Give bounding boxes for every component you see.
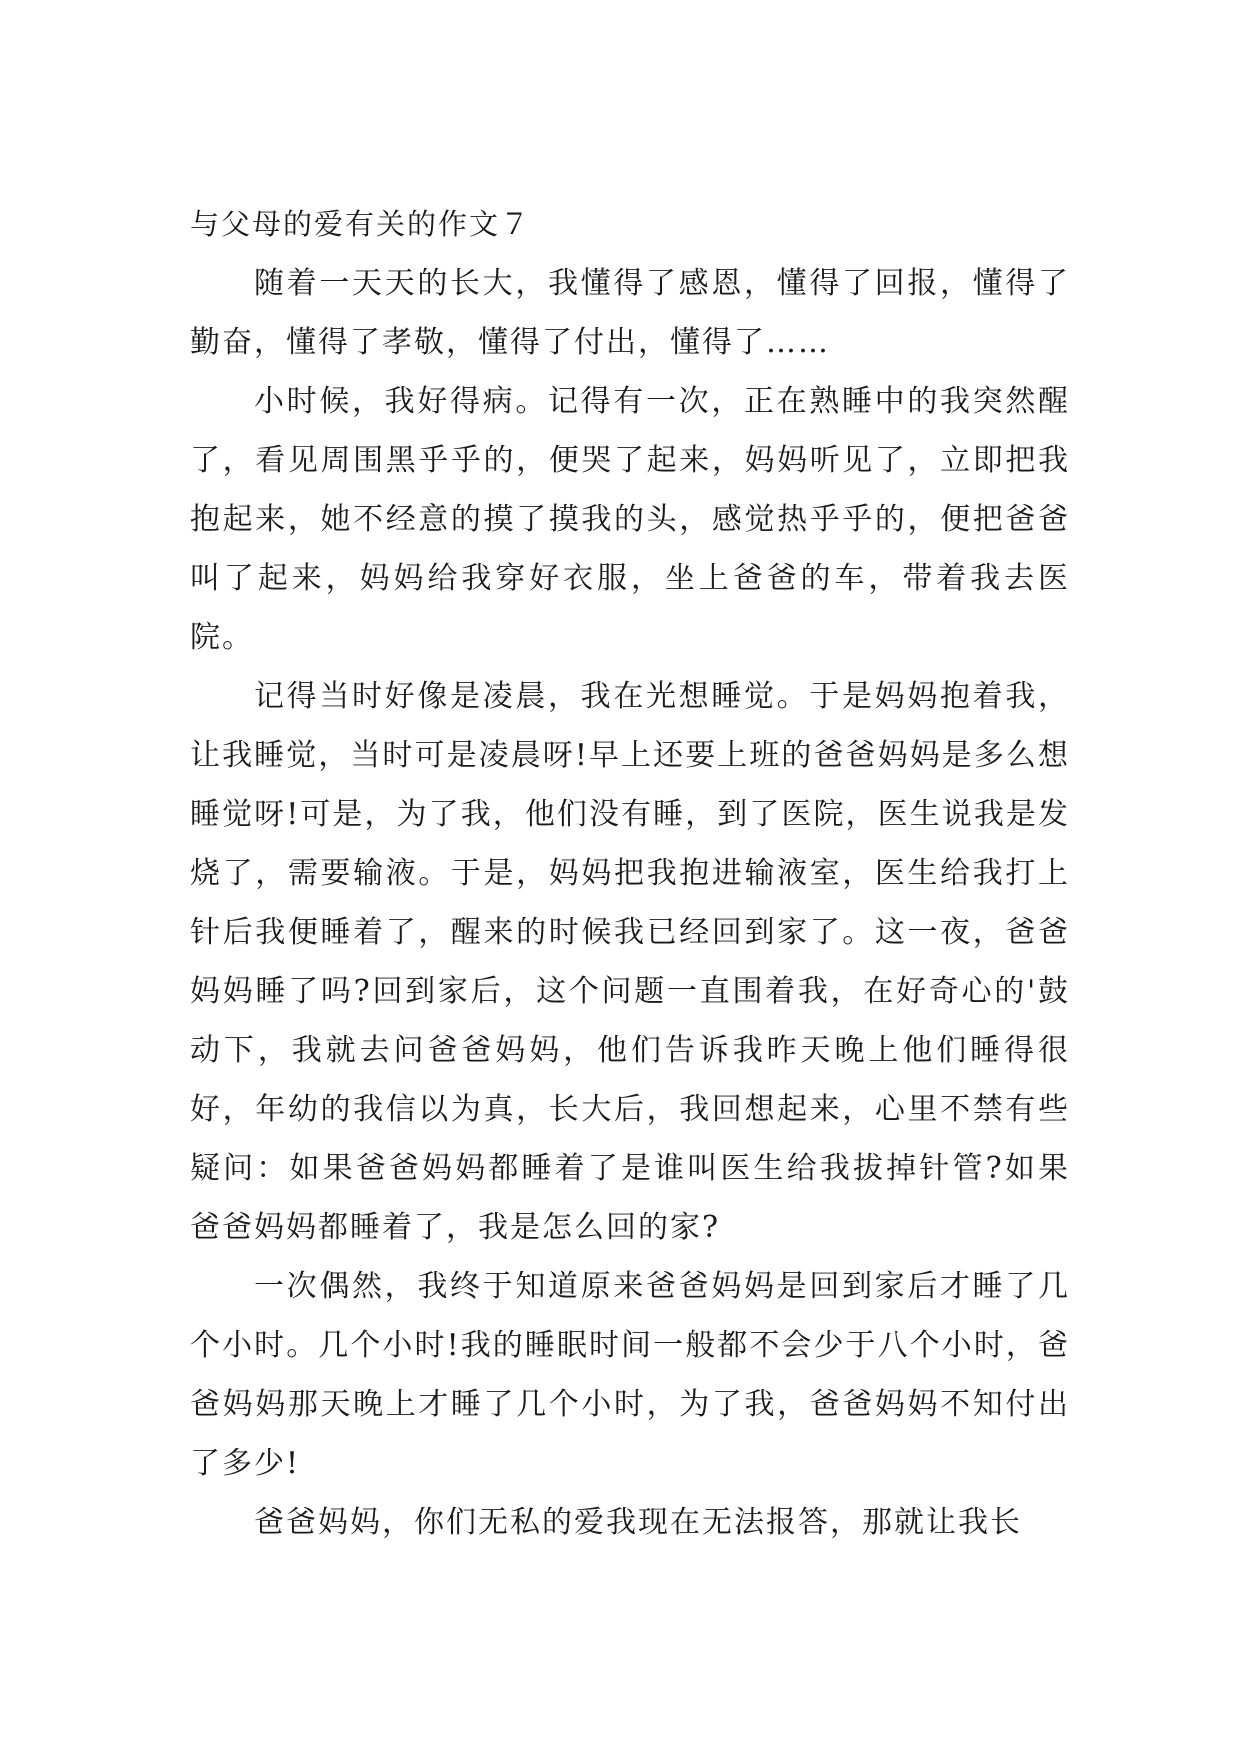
- paragraph-4: 一次偶然，我终于知道原来爸爸妈妈是回到家后才睡了几个小时。几个小时!我的睡眠时间一般都不会少于八个小时，爸爸妈妈那天晚上才睡了几个小时，为了我，爸爸妈妈不知付出了多少!: [190, 1269, 1070, 1481]
- essay-title: 与父母的爱有关的作文７: [190, 207, 532, 241]
- paragraph-3: 记得当时好像是凌晨，我在光想睡觉。于是妈妈抱着我，让我睡觉，当时可是凌晨呀!早上还要上班的爸爸妈妈是多么想睡觉呀!可是，为了我，他们没有睡，到了医院，医生说我是发烧了，需要输液。于是，妈妈把我抱进输液室，医生给我打上针后我便睡着了，醒来的时候我已经回到家了。这一夜，爸爸妈妈睡了吗?回到家后，这个问题一直围着我，在好奇心的'鼓动下，我就去问爸爸妈妈，他们告诉我昨天晚上他们睡得很好，年幼的我信以为真，长大后，我回想起来，心里不禁有些疑问：如果爸爸妈妈都睡着了是谁叫医生给我拔掉针管?如果爸爸妈妈都睡着了，我是怎么回的家?: [190, 679, 1070, 1245]
- document-body: [190, 195, 1070, 1552]
- paragraph-1: 随着一天天的长大，我懂得了感恩，懂得了回报，懂得了勤奋，懂得了孝敬，懂得了付出，懂得了……: [190, 266, 1070, 360]
- paragraph-2: 小时候，我好得病。记得有一次，正在熟睡中的我突然醒了，看见周围黑乎乎的，便哭了起来，妈妈听见了，立即把我抱起来，她不经意的摸了摸我的头，感觉热乎乎的，便把爸爸叫了起来，妈妈给我穿好衣服，坐上爸爸的车，带着我去医院。: [190, 384, 1070, 655]
- paragraph-5: 爸爸妈妈，你们无私的爱我现在无法报答，那就让我长: [254, 1505, 1022, 1540]
